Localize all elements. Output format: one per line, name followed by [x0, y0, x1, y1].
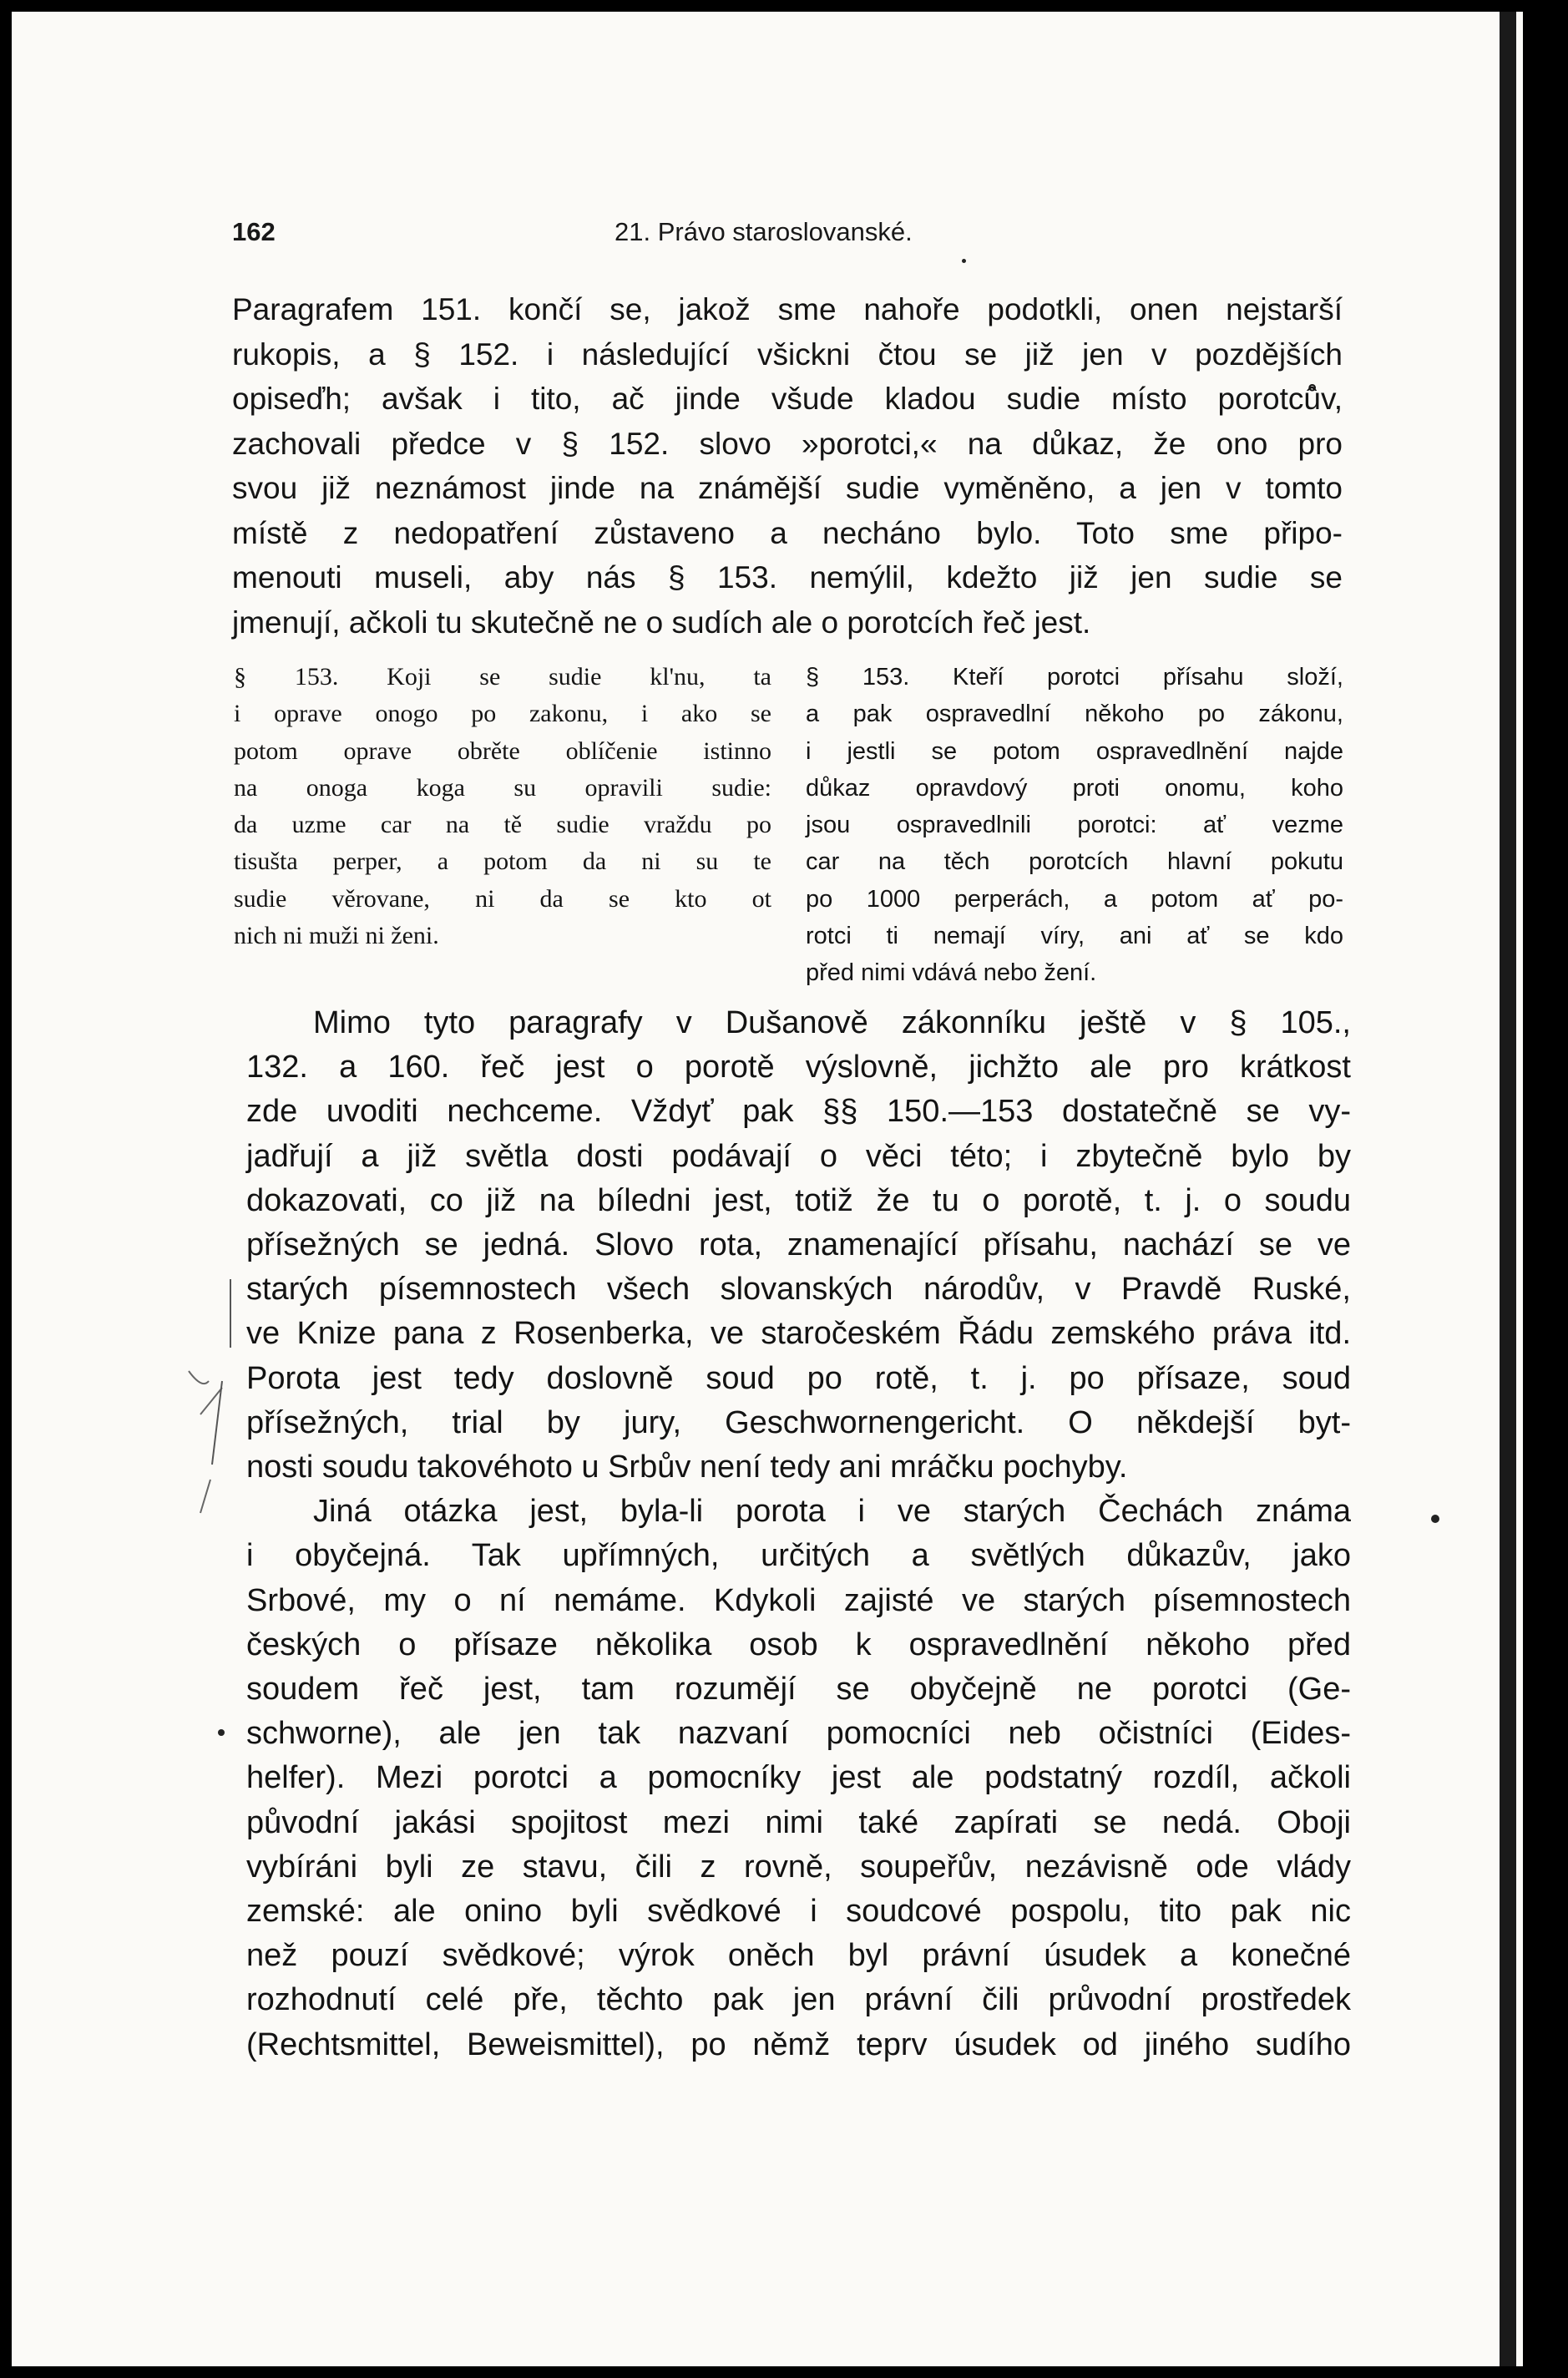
speck: [218, 1729, 225, 1736]
text-line: schworne), ale jen tak nazvaní pomocníci neb očistníci (Eides-: [246, 1716, 1351, 1752]
text-line: sudie věrovane, ni da se kto ot: [234, 884, 771, 913]
text-line: svou již neznámost jinde na známější sudie vyměněno, a jen v tomto: [232, 471, 1343, 505]
text-line: § 153. Kteří porotci přísahu složí,: [806, 664, 1343, 691]
text-line: starých písemnostech všech slovanských národův, v Pravdě Ruské,: [246, 1272, 1351, 1308]
text-line: § 153. Koji se sudie kl'nu, ta: [234, 663, 771, 691]
text-line: než pouzí svědkové; výrok oněch byl právní úsudek a konečné: [246, 1938, 1351, 1974]
text-line: přísežných se jedná. Slovo rota, znamenající přísahu, nachází se ve: [246, 1227, 1351, 1263]
text-line: (Rechtsmittel, Beweismittel), po němž teprv úsudek od jiného sudího: [246, 2026, 1351, 2062]
text-line: menouti museli, aby nás § 153. nemýlil, kdežto již jen sudie se: [232, 560, 1343, 594]
text-line: tisušta perper, a potom da ni su te: [234, 847, 771, 876]
text-line: Jiná otázka jest, byla-li porota i ve starých Čechách známa: [313, 1494, 1351, 1530]
chapter-title: 21. Právo staroslovanské.: [615, 217, 913, 246]
book-page: [12, 12, 1523, 2366]
text-line: ve Knize pana z Rosenberka, ve staročeském Řádu zemského práva itd.: [246, 1316, 1351, 1352]
text-line: důkaz opravdový proti onomu, koho: [806, 774, 1343, 802]
text-line: jsou ospravedlnili porotci: ať vezme: [806, 812, 1343, 839]
text-line: 132. a 160. řeč jest o porotě výslovně, jichžto ale pro krátkost: [246, 1050, 1351, 1085]
text-line: rukopis, a § 152. i následující všickni čtou se již jen v pozdějších: [232, 336, 1343, 372]
text-line: helfer). Mezi porotci a pomocníky jest ale podstatný rozdíl, ačkoli: [246, 1760, 1351, 1796]
text-line: českých o přísaze několika osob k ospravedlnění někoho před: [246, 1627, 1351, 1662]
text-line: i obyčejná. Tak upřímných, určitých a světlých důkazův, jako: [246, 1538, 1351, 1574]
text-line: opiseďh; avšak i tito, ač jinde všude kladou sudie místo porotců̂v,: [232, 382, 1343, 416]
speck: [1431, 1515, 1439, 1523]
text-line: místě z nedopatření zůstaveno a necháno bylo. Toto sme připo-: [232, 515, 1343, 550]
text-line: potom oprave obrěte oblíčenie istinno: [234, 736, 771, 765]
text-line: Paragrafem 151. končí se, jakož sme nahoře podotkli, onen nejstarší: [232, 292, 1343, 326]
text-line: zemské: ale onino byli svědkové i soudcové pospolu, tito pak nic: [246, 1894, 1351, 1930]
text-line: nich ni muži ni ženi.: [234, 922, 439, 950]
text-line: i oprave onogo po zakonu, i ako se: [234, 700, 771, 728]
text-line: na onoga koga su opravili sudie:: [234, 773, 771, 802]
text-line: rotci ti nemají víry, ani ať se kdo: [806, 923, 1343, 950]
text-line: původní jakási spojitost mezi nimi také zapírati se nedá. Oboji: [246, 1804, 1351, 1840]
text-line: přísežných, trial by jury, Geschwornengericht. O někdejší byt-: [246, 1404, 1351, 1440]
speck: [962, 259, 966, 263]
text-line: zachovali předce v § 152. slovo »porotci,« na důkaz, že ono pro: [232, 426, 1343, 461]
text-line: vybíráni byli ze stavu, čili z rovně, soupeřův, nezávisně ode vlády: [246, 1849, 1351, 1885]
text-line: da uzme car na tě sudie vraždu po: [234, 811, 771, 839]
text-line: po 1000 perperách, a potom ať po-: [806, 885, 1343, 913]
text-line: soudem řeč jest, tam rozumějí se obyčejně ne porotci (Ge-: [246, 1672, 1351, 1708]
pencil-marks: [12, 12, 1523, 2366]
text-line: dokazovati, co již na bíledni jest, totiž že tu o porotě, t. j. o soudu: [246, 1182, 1351, 1218]
text-line: zde uvoditi nechceme. Vždyť pak §§ 150.—153 dostatečně se vy-: [246, 1094, 1351, 1130]
text-line: Porota jest tedy doslovně soud po rotě, t. j. po přísaze, soud: [246, 1360, 1351, 1396]
page-number: 162: [232, 217, 276, 246]
text-line: a pak ospravedlní někoho po zákonu,: [806, 701, 1343, 728]
text-line: jmenují, ačkoli tu skutečně ne o sudích ale o porotcích řeč jest.: [232, 605, 1091, 640]
margin-pencil-stroke: [189, 1371, 209, 1384]
text-line: rozhodnutí celé pře, těchto pak jen právní čili průvodní prostředek: [246, 1982, 1351, 2018]
text-line: Mimo tyto paragrafy v Dušanově zákonníku ještě v § 105.,: [313, 1005, 1351, 1040]
text-line: jadřují a již světla dosti podávají o věci této; i zbytečně bylo by: [246, 1138, 1351, 1174]
text-line: car na těch porotcích hlavní pokutu: [806, 848, 1343, 876]
text-line: Srbové, my o ní nemáme. Kdykoli zajisté ve starých písemnostech: [246, 1582, 1351, 1618]
text-line: před nimi vdává nebo žení.: [806, 959, 1097, 987]
text-line: i jestli se potom ospravedlnění najde: [806, 737, 1343, 765]
margin-pencil-stroke: [200, 1480, 210, 1513]
text-line: nosti soudu takovéhoto u Srbův není tedy ani mráčku pochyby.: [246, 1450, 1128, 1485]
